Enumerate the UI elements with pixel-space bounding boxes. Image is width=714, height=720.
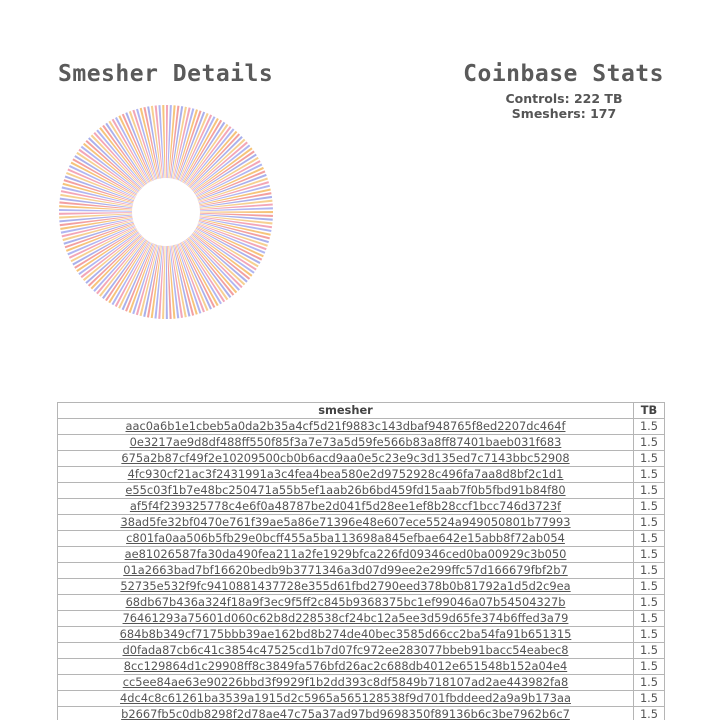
smesher-id-link[interactable]: 675a2b87cf49f2e10209500cb0b6acd9aa0e5c23e9c3d135ed7c7143bbc52908	[121, 451, 570, 465]
table-row[interactable]	[58, 515, 665, 531]
table-header-row	[58, 403, 665, 419]
tb-cell: 1.5	[634, 691, 665, 707]
smesher-id-link[interactable]: 4fc930cf21ac3f2431991a3c4fea4bea580e2d9752928c496fa7aa8d8bf2c1d1	[127, 467, 564, 481]
smesher-id-cell	[58, 659, 634, 675]
table-row[interactable]	[58, 595, 665, 611]
smesher-id-cell	[58, 611, 634, 627]
smesher-id-cell	[58, 499, 634, 515]
table-row[interactable]	[58, 563, 665, 579]
controls-value: 222 TB	[573, 91, 623, 106]
tb-cell: 1.5	[634, 579, 665, 595]
tb-cell: 1.5	[634, 467, 665, 483]
table-row[interactable]	[58, 707, 665, 720]
table-row[interactable]	[58, 675, 665, 691]
tb-cell: 1.5	[634, 435, 665, 451]
smesher-id-cell	[58, 627, 634, 643]
smesher-id-link[interactable]: ae81026587fa30da490fea211a2fe1929bfca226fd09346ced0ba00929c3b050	[124, 547, 567, 561]
tb-cell: 1.5	[634, 531, 665, 547]
controls-label: Controls:	[505, 91, 570, 106]
smesher-id-cell	[58, 467, 634, 483]
smeshers-label: Smeshers:	[511, 106, 586, 121]
smesher-table-container	[57, 402, 664, 720]
tb-cell: 1.5	[634, 675, 665, 691]
smesher-id-link[interactable]: 8cc129864d1c29908ff8c3849fa576bfd26ac2c688db4012e651548b152a04e4	[123, 659, 568, 673]
table-row[interactable]	[58, 419, 665, 435]
smesher-id-cell	[58, 419, 634, 435]
smesher-id-cell	[58, 451, 634, 467]
smesher-id-cell	[58, 707, 634, 720]
smesher-id-link[interactable]: c801fa0aa506b5fb29e0bcff455a5ba113698a845efbae642e15abb8f72ab054	[126, 531, 565, 545]
smesher-id-cell	[58, 595, 634, 611]
smesher-id-link[interactable]: 684b8b349cf7175bbb39ae162bd8b274de40bec3585d66cc2ba54fa91b651315	[119, 627, 572, 641]
table-row[interactable]	[58, 659, 665, 675]
smesher-id-link[interactable]: 76461293a75601d060c62b8d228538cf24bc12a5ee3d59d65fe374b6ffed3a79	[122, 611, 569, 625]
smesher-id-cell	[58, 483, 634, 499]
coinbase-stats-summary	[500, 91, 628, 121]
smesher-id-link[interactable]: 01a2663bad7bf16620bedb9b3771346a3d07d99ee2e299ffc57d166679fbf2b7	[123, 563, 568, 577]
smesher-id-link[interactable]: 38ad5fe32bf0470e761f39ae5a86e71396e48e607ece5524a949050801b77993	[120, 515, 571, 529]
tb-cell: 1.5	[634, 627, 665, 643]
tb-cell: 1.5	[634, 563, 665, 579]
smesher-id-cell	[58, 579, 634, 595]
table-row[interactable]	[58, 483, 665, 499]
smesher-table	[57, 402, 665, 720]
tb-cell: 1.5	[634, 483, 665, 499]
smesher-id-link[interactable]: aac0a6b1e1cbeb5a0da2b35a4cf5d21f9883c143dbaf948765f8ed2207dc464f	[125, 419, 566, 433]
tb-cell: 1.5	[634, 659, 665, 675]
tb-cell: 1.5	[634, 595, 665, 611]
tb-cell: 1.5	[634, 611, 665, 627]
table-row[interactable]	[58, 451, 665, 467]
tb-cell: 1.5	[634, 499, 665, 515]
smeshers-count: 177	[590, 106, 617, 121]
smesher-table-body	[58, 419, 665, 720]
table-row[interactable]	[58, 547, 665, 563]
smesher-id-cell	[58, 515, 634, 531]
smesher-pie-chart	[50, 96, 282, 328]
smesher-id-cell	[58, 675, 634, 691]
smesher-id-link[interactable]: 52735e532f9fc9410881437728e355d61fbd2790eed378b0b81792a1d5d2c9ea	[120, 579, 571, 593]
smesher-id-link[interactable]: af5f4f239325778c4e6f0a48787be2d041f5d28ee1ef8b28ccf1bcc746d3723f	[129, 499, 562, 513]
table-row[interactable]	[58, 643, 665, 659]
tb-cell: 1.5	[634, 515, 665, 531]
column-header-tb[interactable]: TB	[634, 403, 665, 419]
smesher-id-link[interactable]: d0fada87cb6c41c3854c47525cd1b7d07fc972ee283077bbeb91bacc54eabec8	[122, 643, 569, 657]
smesher-id-link[interactable]: e55c03f1b7e48bc250471a55b5ef1aab26b6bd459fd15aab7f0b5fbd91b84f80	[125, 483, 566, 497]
pie-center	[132, 178, 200, 246]
tb-cell: 1.5	[634, 419, 665, 435]
smesher-id-cell	[58, 547, 634, 563]
table-row[interactable]	[58, 467, 665, 483]
smesher-id-cell	[58, 691, 634, 707]
table-row[interactable]	[58, 579, 665, 595]
smesher-id-link[interactable]: cc5ee84ae63e90226bbd3f9929f1b2dd393c8df5849b718107ad2ae443982fa8	[122, 675, 569, 689]
tb-cell: 1.5	[634, 547, 665, 563]
smesher-id-link[interactable]: 4dc4c8c61261ba3539a1915d2c5965a565128538f9d701fbddeed2a9a9b173aa	[120, 691, 571, 705]
tb-cell: 1.5	[634, 451, 665, 467]
coinbase-stats-title: Coinbase Stats	[463, 61, 664, 87]
table-row[interactable]	[58, 435, 665, 451]
smesher-id-link[interactable]: 0e3217ae9d8df488ff550f85f3a7e73a5d59fe566b83a8ff87401baeb031f683	[129, 435, 562, 449]
column-header-smesher[interactable]: smesher	[58, 403, 634, 419]
table-row[interactable]	[58, 691, 665, 707]
smesher-id-link[interactable]: 68db67b436a324f18a9f3ec9f5ff2c845b9368375bc1ef99046a07b54504327b	[125, 595, 566, 609]
smesher-id-cell	[58, 643, 634, 659]
table-row[interactable]	[58, 627, 665, 643]
smesher-id-cell	[58, 435, 634, 451]
smeshers-stat	[500, 106, 628, 121]
smesher-id-link[interactable]: b2667fb5c0db8298f2d78ae47c75a37ad97bd9698350f89136b6c3be7962b6c7	[121, 707, 570, 720]
tb-cell: 1.5	[634, 643, 665, 659]
controls-stat	[500, 91, 628, 106]
smesher-id-cell	[58, 531, 634, 547]
tb-cell: 1.5	[634, 707, 665, 720]
table-row[interactable]	[58, 611, 665, 627]
smesher-id-cell	[58, 563, 634, 579]
table-row[interactable]	[58, 499, 665, 515]
table-row[interactable]	[58, 531, 665, 547]
smesher-details-title: Smesher Details	[58, 61, 274, 87]
